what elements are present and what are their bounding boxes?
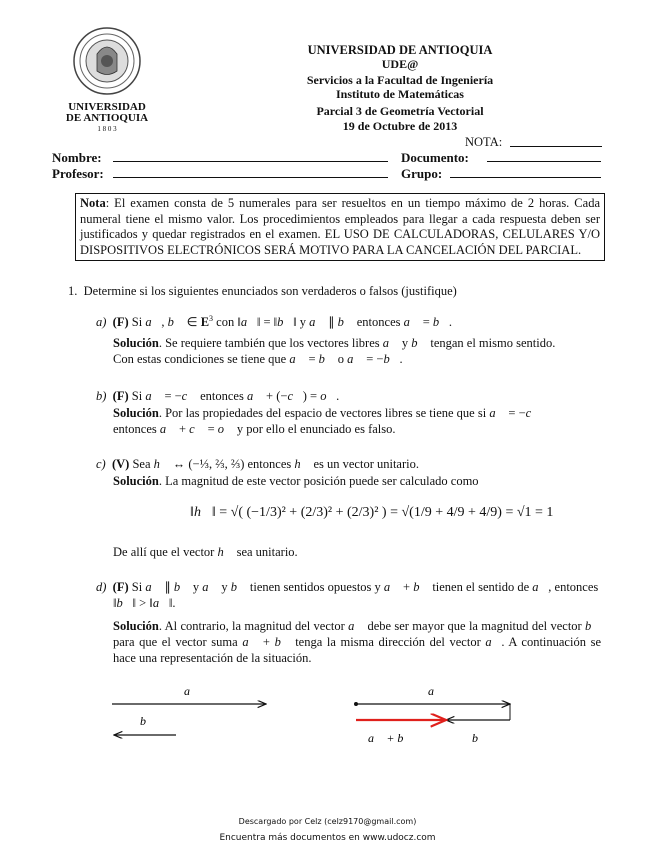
item-d-sol-label: Solución: [113, 619, 159, 633]
item-b-sol-text2: entonces: [113, 422, 157, 436]
exam-date: 19 de Octubre de 2013: [342, 119, 458, 133]
documento-label: Documento:: [401, 150, 469, 165]
item-c-concl: De allí que el vector: [113, 545, 215, 559]
university-logo: [62, 26, 152, 134]
item-d-sol-text: . Al contrario, la magnitud del vector: [158, 619, 345, 633]
note-text: : El examen consta de 5 numerales para ser resueltos en un tiempo máximo de 2 horas. Cada numeral tiene el mismo valor. Los procedimientos empleados para llegar a cada respuesta deben ser justificados y quedar registrados en el examen. EL USO DE CALCULADORAS, CELULARES Y/O DISPOSITIVOS ELECTRÓNICOS SERÁ MOTIVO PARA LA CANCELACIÓN DEL PARCIAL.: [80, 196, 600, 257]
item-b-label: b): [96, 389, 107, 403]
question-1: [68, 283, 457, 299]
item-b-sol-label: Solución: [113, 406, 159, 420]
item-b-sol-text3: y por ello el enunciado es falso.: [236, 422, 396, 436]
grupo-label: Grupo:: [401, 166, 443, 181]
item-c-solution: [113, 473, 601, 489]
item-a-solution: Solución. Se requiere también que los vectores libres a⃗ y b⃗ tengan el mismo sentido. Con estas condiciones se tiene que a⃗ = b⃗ o a⃗ = −b⃗.: [113, 336, 556, 366]
vector-b-label-right: b⃗: [472, 731, 488, 745]
service-title: Servicios a la Facultad de Ingeniería: [306, 73, 494, 87]
exam-note: [75, 193, 605, 261]
vector-sum-label: a⃗ + b⃗: [368, 731, 413, 745]
nombre-label: Nombre:: [52, 150, 102, 165]
profesor-field[interactable]: [113, 177, 388, 178]
item-d-solution: Solución. Al contrario, la magnitud del vector a⃗ debe ser mayor que la magnitud del vector b⃗ para que el vector suma a⃗ + b⃗ tenga la misma dirección del vector a⃗. A continuación se hace una representación de la situación.: [113, 619, 602, 665]
item-c-conclusion: De allí que el vector h⃗ sea unitario.: [113, 545, 298, 559]
item-b-sol-text1: . Por las propiedades del espacio de vectores libres se tiene que si: [158, 406, 487, 420]
nota-line[interactable]: [510, 146, 602, 147]
item-c-equation: ‖h⃗‖ = √( (−1/3)² + (2/3)² + (2/3)² ) = √(1/9 + 4/9 + 4/9) = √1 = 1: [190, 505, 554, 520]
item-c-label: c): [96, 457, 106, 471]
grupo-field[interactable]: [450, 177, 601, 178]
item-c-concl2: sea unitario.: [236, 545, 298, 559]
institute-title: Instituto de Matemáticas: [336, 87, 464, 101]
footer-link[interactable]: Encuentra más documentos en www.udocz.com: [219, 833, 436, 843]
footer-downloaded: Descargado por Celz (celz9170@gmail.com): [238, 817, 417, 826]
item-b-statement: b) (F) Si a⃗ = −c⃗ entonces a⃗ + (−c⃗) = o⃗.: [96, 389, 340, 403]
logo-text-1: UNIVERSIDAD: [68, 101, 146, 113]
item-d-sol-text4: para que el vector suma: [113, 635, 238, 649]
item-d-sol-text6: continuación se hace una representación de la situación.: [113, 635, 601, 665]
exam-title: Parcial 3 de Geometría Vectorial: [316, 104, 484, 118]
item-a-sol-text1: . Se requiere también que los vectores libres: [158, 336, 380, 350]
item-d-sol-text2: debe ser mayor que la magnitud del: [367, 619, 548, 633]
item-c-sol-text: . La magnitud de este vector posición puede ser calculado como: [158, 474, 479, 488]
question-text: Determine si los siguientes enunciados son verdaderos o falsos (justifique): [83, 284, 457, 298]
item-a-sol-label: Solución: [113, 336, 159, 350]
question-number: 1.: [68, 284, 78, 298]
item-c-statement: c) (V) Sea h⃗ ↔ (−⅓, ⅔, ⅔) entonces h⃗ es un vector unitario.: [96, 457, 419, 471]
item-d-statement: d) (F) Si a⃗ ∥ b⃗ y a⃗ y b⃗ tienen sentidos opuestos y a⃗ + b⃗ tienen el sentido de a⃗, entonces ‖b⃗‖ > ‖a⃗‖.: [96, 580, 599, 610]
item-d-sol-text3: vector: [550, 619, 582, 633]
item-c-sol-label: Solución: [113, 474, 159, 488]
item-d-label: d): [96, 580, 107, 594]
vector-origin: [354, 702, 358, 706]
item-c-mark: (V): [111, 457, 130, 471]
vector-a-label-left: a⃗: [184, 684, 200, 698]
item-a-sol-text2: tengan el mismo sentido.: [430, 336, 556, 350]
university-seal: [62, 26, 152, 96]
vector-b-label-left: b⃗: [140, 714, 156, 728]
item-a-statement: a) (F) Si a⃗, b⃗ ∈ $E^3$ con ‖a⃗‖ = ‖b⃗‖ y a⃗ ∥ b⃗ entonces a⃗ = b⃗.: [96, 314, 453, 330]
profesor-label: Profesor:: [52, 166, 104, 181]
university-title: UNIVERSIDAD DE ANTIOQUIA: [307, 43, 493, 57]
item-a-sol-text3: Con estas condiciones se tiene que: [113, 352, 287, 366]
item-a-label: a): [96, 315, 107, 330]
item-b-mark: (F): [112, 389, 129, 403]
logo-text-2: DE ANTIOQUIA: [65, 112, 149, 124]
item-d-sol-text5: tenga la misma dirección del vector: [295, 635, 481, 649]
note-label: Nota: [80, 196, 106, 210]
nota-label: NOTA:: [465, 135, 503, 149]
item-a-mark: (F): [112, 315, 129, 330]
nombre-field[interactable]: [113, 161, 388, 162]
documento-field[interactable]: [487, 161, 601, 162]
logo-year: 1 8 0 3: [97, 125, 117, 133]
vector-a-label-right: a⃗: [428, 684, 444, 698]
unit-title: UDE@: [381, 57, 419, 71]
item-b-solution: Solución. Por las propiedades del espacio de vectores libres se tiene que si a⃗ = −c⃗ entonces a⃗ + c⃗ = o⃗ y por ello el enunciado es falso.: [113, 406, 541, 436]
item-d-mark: (F): [112, 580, 129, 594]
vector-diagram: [100, 680, 530, 750]
